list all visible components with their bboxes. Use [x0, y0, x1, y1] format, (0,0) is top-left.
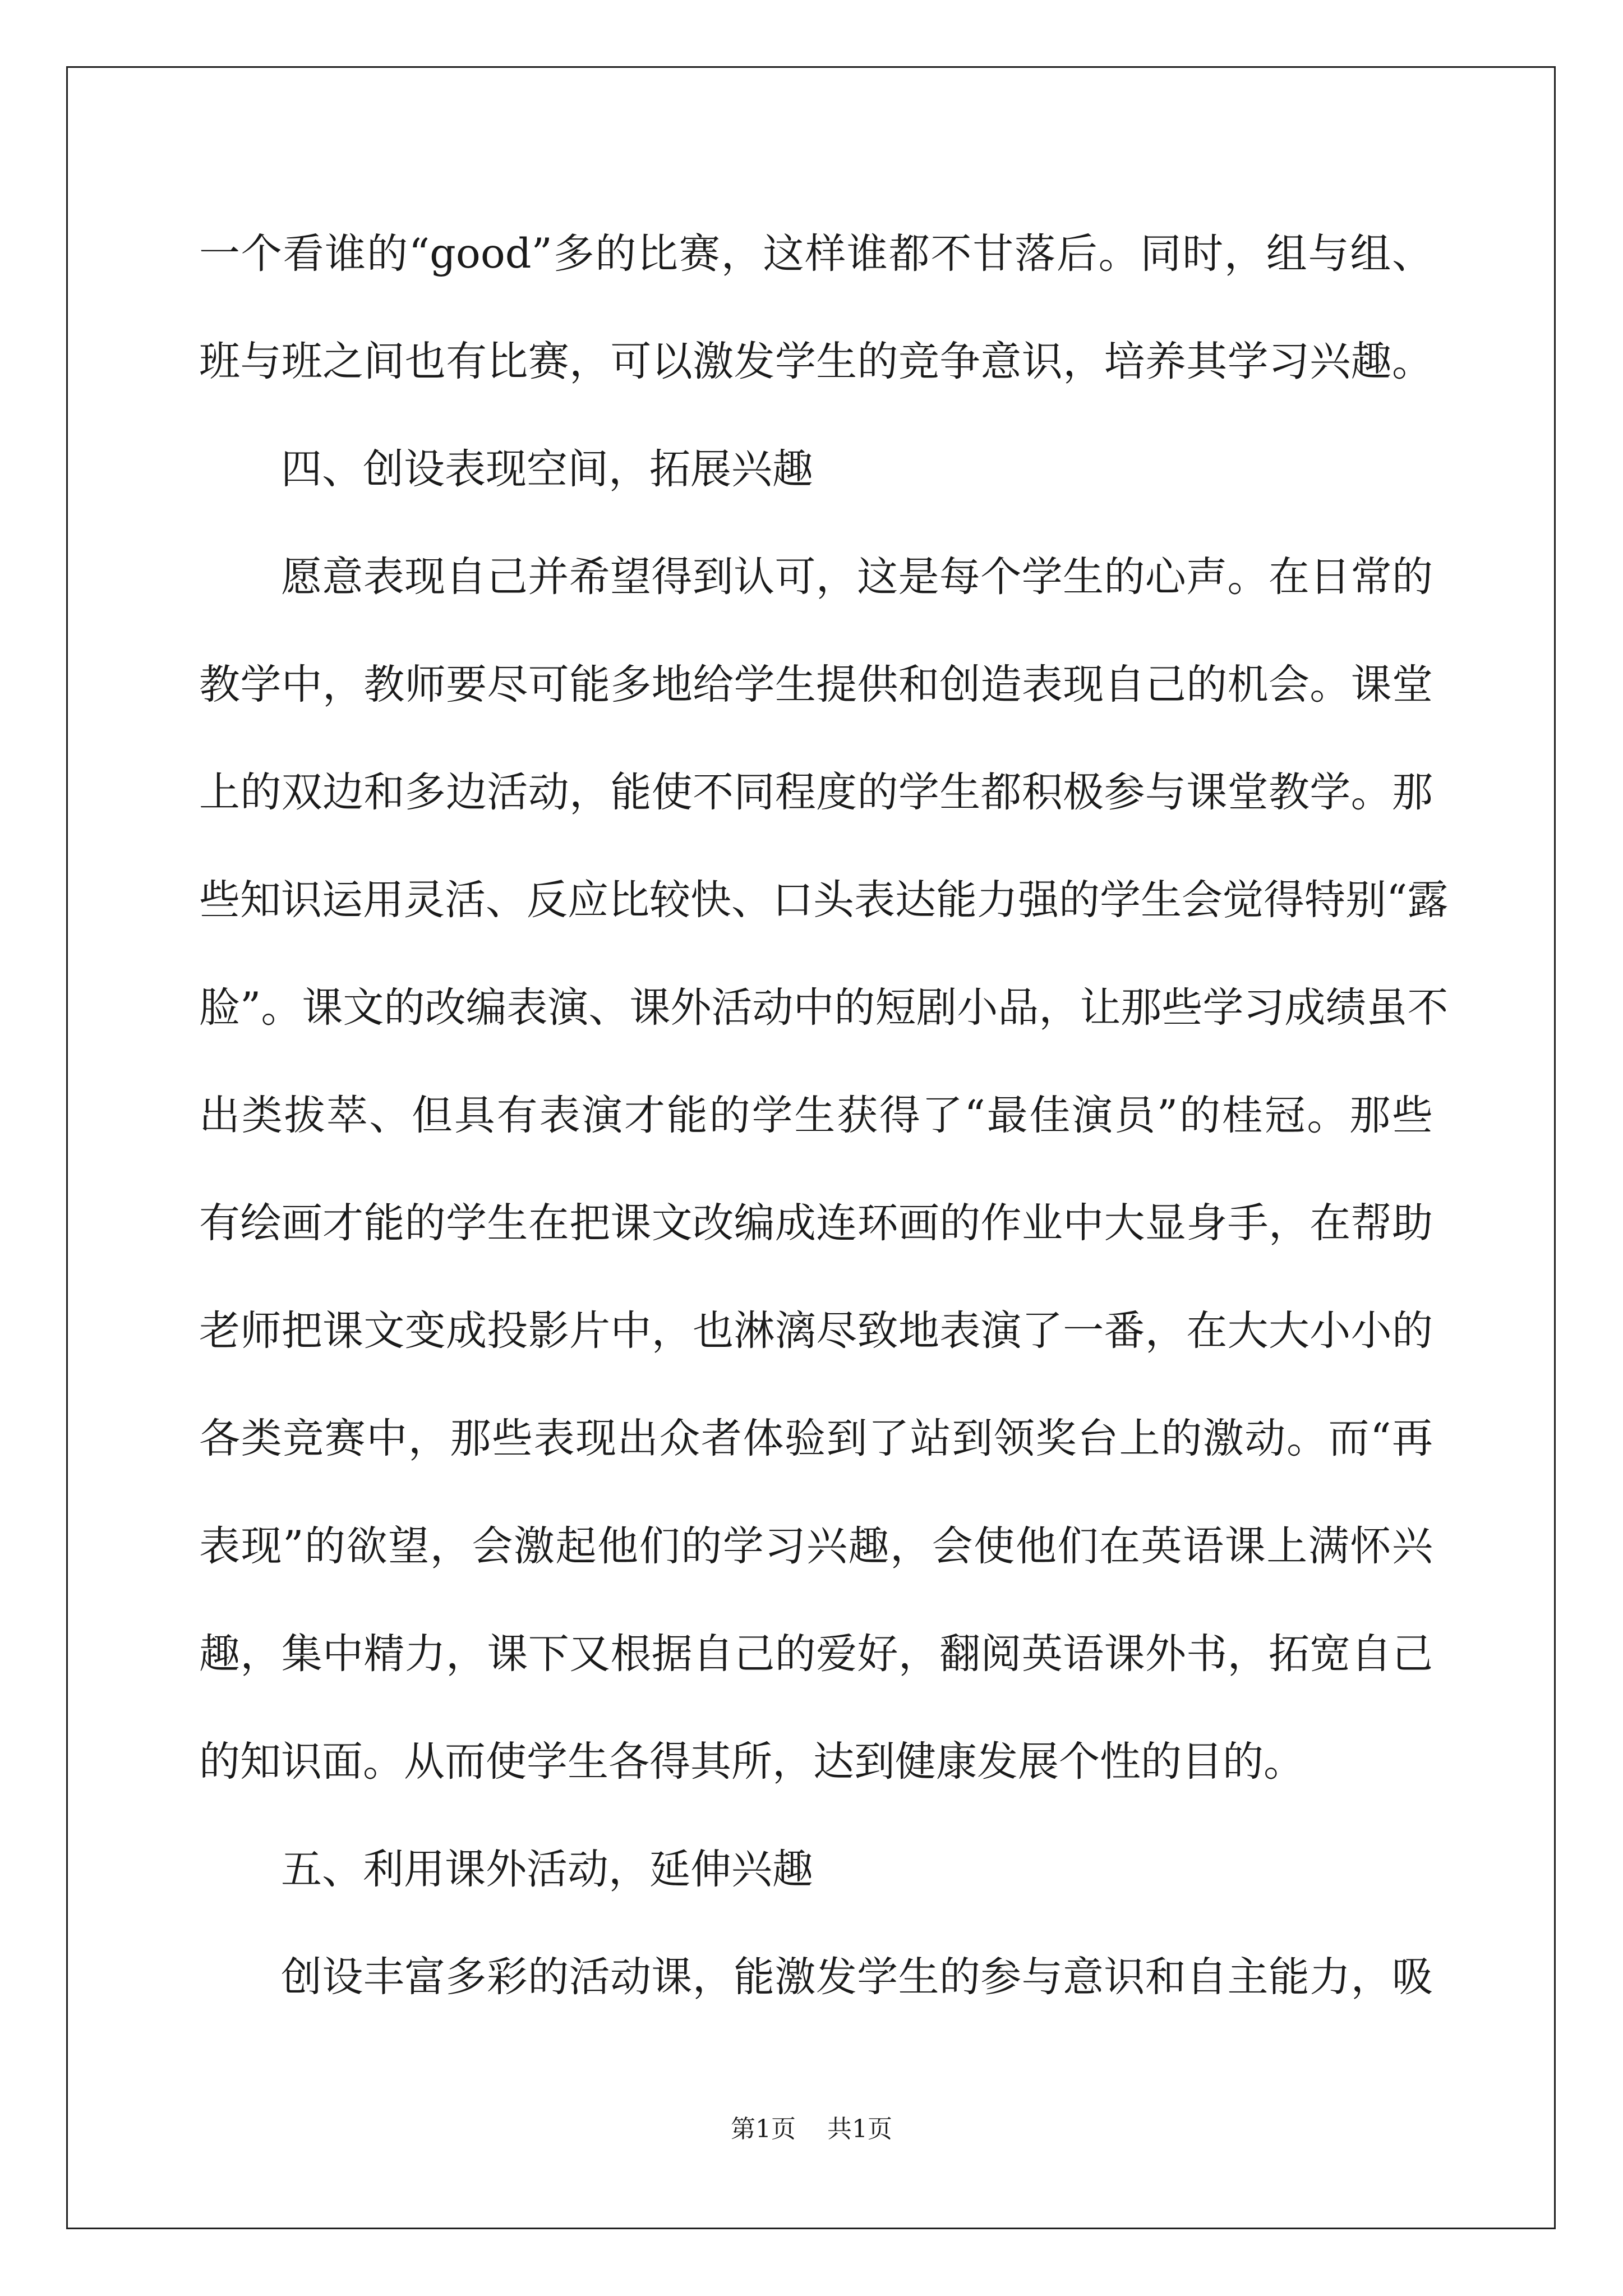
- text-line: 教学中，教师要尽可能多地给学生提供和创造表现自己的机会。课堂: [199, 661, 1433, 708]
- page-number-total: 共1页: [827, 2115, 892, 2143]
- text-line: 创设丰富多彩的活动课，能激发学生的参与意识和自主能力，吸: [281, 1953, 1433, 2001]
- text-line: 四、创设表现空间，拓展兴趣: [281, 445, 813, 493]
- text-line: 班与班之间也有比赛，可以激发学生的竞争意识，培养其学习兴趣。: [199, 338, 1433, 385]
- text-line: 上的双边和多边活动，能使不同程度的学生都积极参与课堂教学。那: [199, 769, 1433, 816]
- text-line: 脸”。课文的改编表演、课外活动中的短剧小品，让那些学习成绩虽不: [199, 984, 1449, 1032]
- text-line: 五、利用课外活动，延伸兴趣: [281, 1846, 813, 1893]
- text-line: 一个看谁的“good”多的比赛，这样谁都不甘落后。同时，组与组、: [199, 230, 1433, 278]
- document-body: [199, 212, 1449, 2043]
- text-line: 各类竞赛中，那些表现出众者体验到了站到领奖台上的激动。而“再: [199, 1415, 1433, 1462]
- text-line: 出类拔萃、但具有表演才能的学生获得了“最佳演员”的桂冠。那些: [199, 1092, 1433, 1139]
- text-line: 的知识面。从而使学生各得其所，达到健康发展个性的目的。: [199, 1738, 1304, 1786]
- text-line: 表现”的欲望，会激起他们的学习兴趣，会使他们在英语课上满怀兴: [199, 1522, 1433, 1570]
- page-footer: [0, 2113, 1623, 2146]
- text-line: 有绘画才能的学生在把课文改编成连环画的作业中大显身手，在帮助: [199, 1199, 1433, 1247]
- text-line: 愿意表现自己并希望得到认可，这是每个学生的心声。在日常的: [281, 553, 1433, 601]
- text-line: 老师把课文变成投影片中，也淋漓尽致地表演了一番，在大大小小的: [199, 1307, 1433, 1355]
- text-line: 趣，集中精力，课下又根据自己的爱好，翻阅英语课外书，拓宽自己: [199, 1630, 1433, 1678]
- text-line: 些知识运用灵活、反应比较快、口头表达能力强的学生会觉得特别“露: [199, 876, 1449, 924]
- page-number-current: 第1页: [731, 2115, 796, 2143]
